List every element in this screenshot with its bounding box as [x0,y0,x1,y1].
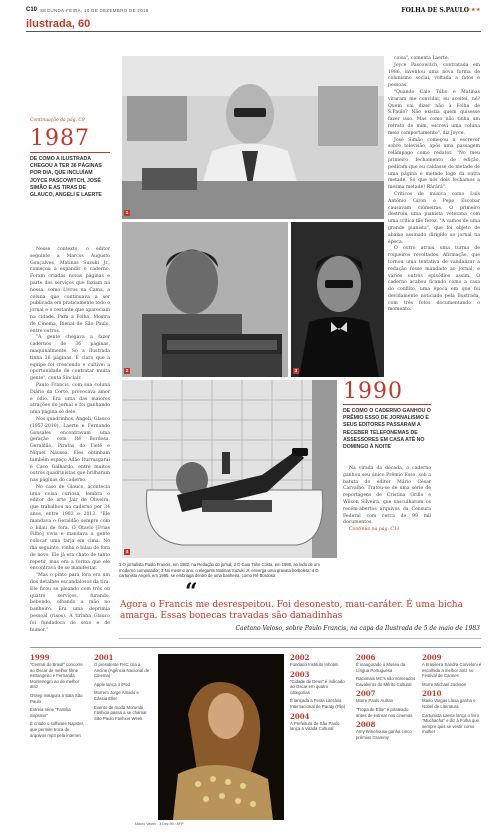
photo-matinas-suzuki [291,222,384,377]
caption-number: 2 [233,562,236,567]
caption-text: O Caio Túlio Costa, em 1986, ao lado de um moderno computador; [119,562,320,573]
timeline-item: Fundado Instituto Inhotim [290,662,339,667]
timeline-year: 2001 [94,653,114,662]
caption-text: O jornalista Paulo Francis, em 1982, na Redação do jornal; [122,562,233,567]
pull-quote: Agora o Francis me desrespeitou. Foi desonesto, mau-caráter. É uma bicha amarga. Essas bonecas travadas são danadinhas [120,600,463,621]
timeline-item: Apple lança o iPod [94,681,130,687]
timeline-1999 [30,654,86,741]
photo-caption [119,562,333,579]
timeline-2006-2008 [356,654,416,743]
article-column-right-bottom [343,466,431,550]
paragraph: José Simão começou a escrever sobre televisão, após uma passagem relâmpago como redator. "No meu primeiro fechamento de edição, pediram que eu caldasse de metade de uma página e metade logo da outra metade. Só que nós dois fechamos a mesma metade! Rárárá". [388,137,480,191]
timeline-item: Mario Vargas Llosa ganha o Nobel de Literatura [422,698,476,709]
timeline-item: Evento de moda Morumbi Fashion passa a se chamar São Paulo Fashion Week [94,704,147,721]
timeline-item: Cartunista Laerte lança o livro "Muchacha" e diz à Folha que sempre quis se vestir como mulher [422,712,480,735]
timeline-year: 2002 [290,653,310,662]
quote-divider [119,638,481,639]
timeline-2002-2004 [290,654,348,735]
photo-matinas-illustration [291,222,384,377]
photo-paulo-francis-illustration [122,56,384,219]
timeline-2009-2010 [422,654,482,738]
caption-number: 1 [119,562,122,567]
timeline-item: A brasileira Sandra Corveloni é escolhida a melhor atriz no Festival de Cannes [422,662,482,679]
timeline-item: É inaugurado o Museu da Língua Portuguesa [356,662,406,673]
paragraph: Críticos de música como Luís Antônio Giron e Pepe Escobar causavam ciúmeiras. O primeiro destruiu uma pianista veterana com uma crítica tão feroz. "A vamos de uma grande pianista", que foi objeto de abaixo assinado dirigido ao jornal na época. [388,191,480,245]
timeline-year: 2010 [422,689,442,699]
newspaper-brand: FOLHA DE S.PAULO [401,7,469,14]
timeline-year: 2007 [356,689,376,699]
paragraph: Joyce Pascowitch, contratada em 1986, inventou uma nova forma de colunismo social, voltada a fatos e pessoas. [388,62,480,89]
year-rule [343,404,431,405]
paragraph: O outro atraiu uma turma de roqueiros revoltados. Afirmação, que tornou uma tentativa de vandalizar a redação fosse mandado ao jornal, e vários outros episódios assim. O caderno acabou ficando como a casa do conflito, uma época em que foi devidamente noticiado pela Ilustrada, com três fotos documentando o momento. [388,246,480,313]
timeline-item: A Prefeitura de São Paulo lança a Virada Cultural [290,720,340,732]
photo-credit: Mauro Vavrin - 3.Dez.99 / AFP [135,822,184,826]
caption-text: O cartunista Angeli, em 1985, se embriaga dentro de uma banheira, como Rê Bordosa [119,567,319,579]
timeline-item: Amy Winehouse ganha cinco prêmios Grammy [356,729,412,740]
paragraph: "Mas o pinto para fora era um dos detalhes escandalosos da tira. Ele ficou se pleando com três ou quatro serviços, furando, bebendo, olhando a mão no banheiro. Era uma deprimia pessoal (risos). A tirinha Glauco foi fundadora de sexo e de humor." [30,573,110,633]
lead-1990: DE COMO O CADERNO GANHOU O PRÊMIO ESSO DE JORNALISMO E SEUS EDITORES PASSARAM A RECEBER TELEFONEMAS DE ASSESSORES EM CASA ATÉ NO DOMINGO À NOITE [343,408,431,451]
timeline-year: 1999 [30,653,50,662]
article-column-right-top [388,56,480,364]
lead-1987: DE COMO A ILUSTRADA CHEGOU A TER 36 PÁGINAS POR DIA, QUE INCLUÍAM JOYCE PASCOWITCH, JOSÉ SIMÃO E AS TIRAS DE GLAUCO, ANGELI E LAERTE [30,156,102,199]
photo-number-badge: 1 [125,210,129,215]
timeline-2001 [94,654,150,724]
timeline-item: Racionais MC's são nomeados Cavaleiros do Mérito Cultural [356,676,416,687]
section-title: ilustrada, 60 [26,18,91,30]
timeline-item: "Central do Brasil" concorre ao Oscar de melhor filme estrangeiro e Fernanda Montenegro ao de melhor atriz [30,662,83,690]
paragraph: Nos quadrinhos, Angeli, Glauco (1957-2010), Laerte e Fernando Gonsales encontravam uma geração com Rê Bordosa, Geraldão, Piratas do Tietê e Níquel Náusea. Eles obtinham também espaço Adão Iturrusgarai e Caco Galhardo, entre muitos outros quadrinistas que brilharam nas páginas do caderno. [30,416,110,484]
timeline-year: 2003 [290,669,310,679]
edition-stars: ★★★ [466,7,481,13]
timeline-item: É criado o software Napster, que permite troca de arquivos mp3 pela internet [30,721,84,738]
timeline-item: "Tropa de Elite" é pirateado antes de estrear nos cinemas [356,706,413,718]
issue-date: SEGUNDA-FEIRA, 10 DE DEZEMBRO DE 2018 [40,8,149,13]
timeline-item: Estreia série "Família Soprano" [30,707,71,718]
paragraph: Paulo Francis, com sua coluna Diário da Corte, provocava amor e ódio. Era uma das maiores atrações do jornal e foi ganhando uma página só dele. [30,382,110,416]
photo-paulo-francis [122,56,384,219]
article-column-left [30,247,110,633]
caption-text: No mesmo ano, o elegante Matinas Suzuki Jr. enverga uma gravata borboleta; [164,567,311,573]
photo-caio-tulio [122,222,288,377]
year-rule [30,152,110,153]
timeline-item: Ossep inaugura a Sala São Paulo [30,692,83,704]
photo-number-badge: 4 [125,549,129,554]
photo-number-badge: 2 [125,368,129,373]
caption-number: 3 [161,567,164,573]
paragraph: Nesse contexto, o editor seguinte a Marcos Augusto Gonçalves, Matinas Suzuki Jr., começou a expandir o caderno. Foram criadas novas páginas e parte dos serviços que faziam na nossa, como Livros na Cama, a coluna que continuava a ser publicada em praticamente todo o jornal e o restante que apareciam na cidade. Para a Folha, Mostra de Cinema, Bienal de São Paulo, entre outros. [30,247,110,334]
photo-angeli-illustration [122,380,337,558]
photo-caio-tulio-illustration [122,222,288,377]
timeline-item: Morrem Jorge Amado e Cássia Eller [94,690,139,701]
paragraph: No caso de Glauco, acontecia uma coisa curiosa, lembra o editor de arte Jair de Oliveira, que trabalhou no caderno por 34 anos, entre 1983 e 2013. "Ele mandava o Geraldão sempre com o bilau de fora. O Otavio [Frias Filho] vivia e mandava a gente colocar uma tarja em cima. No dia seguinte, vinha o bilau de fora de novo. Ele já era chato de tanto repetir, mas era a forma que ele encontrava de se manifestar. [30,484,110,572]
paragraph: Na virada da década, o caderno ganhou seu único Prêmio Esso, sob a batuta do editor Mário César Carvalho. Tratou-se de uma série de reportagens de Cristina Grillo e Wilson Silveira, que vasculharam os recém-abertos arquivos da Censura Federal com cerca de 99 mil documentos. [343,466,431,526]
photo-fashion-illustration [158,654,284,820]
timeline-item: É lançada a Festa Literária Internacional de Paraty (Flip) [290,698,346,709]
timeline-year: 2009 [422,653,442,662]
quote-attribution: Caetano Veloso, sobre Paulo Francis, na capa da Ilustrada de 5 de maio de 1983 [235,625,480,632]
photo-fashion-model [158,654,284,820]
continued-note: Continuação da pág. C9 [30,118,85,123]
timeline-year: 2004 [290,711,310,721]
timeline-year: 2008 [356,720,376,730]
photo-number-badge: 3 [294,368,298,373]
paragraph: "A gente chegava a fazer cadernos de 36 páginas, maquinalmente. Só a Ilustrada tinha 36 páginas. É claro que a equipe foi crescendo e cultivei a oportunidade de contratar muita gente", conta Sinclair. [30,335,110,382]
year-1987-heading: 1987 [30,126,90,151]
timeline-item: Morre Paulo Autran [356,698,394,704]
timeline-item: O presidente FHC cria a Ancine (Agência Nacional de Cinema) [94,662,150,679]
paragraph: "Quando Caio Túlio e Matinas viraram me convidar, eu aceitei, né? Quem vai dizer não à Folha de S.Paulo? Não existia quem quisesse fazer isso. Mas como não tinha um retrato de mim, escrevi uma coluna meio comportamento", diz Joyce. [388,89,480,136]
page-header [26,6,481,16]
timeline-item: "Cidade de Deus" é indicado ao Oscar em quatro categorias [290,678,345,695]
page-number: C10 [26,7,38,13]
paragraph: coisa", comenta Laerte. [394,56,450,61]
section-divider [26,31,481,32]
year-1990-heading: 1990 [343,379,403,404]
timeline-divider [30,647,481,648]
quote-mark-icon: “ [185,579,198,605]
caption-number: 4 [311,567,315,573]
photo-angeli-bathtub [122,380,337,558]
continued-next-page: Continua na pág. C11 [349,527,400,533]
timeline-item: Morre Michael Jackson [422,681,467,687]
timeline-year: 2006 [356,653,376,662]
